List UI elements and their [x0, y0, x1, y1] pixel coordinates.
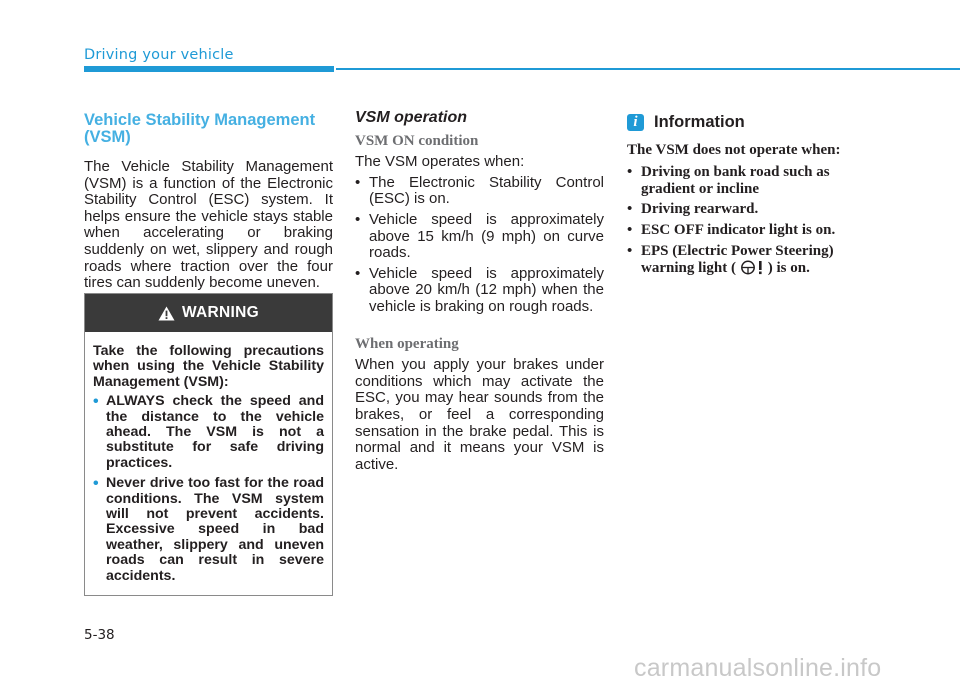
information-lead: The VSM does not operate when:	[627, 142, 841, 158]
vsm-title: Vehicle Stability Management (VSM)	[84, 111, 316, 146]
warning-body	[85, 332, 332, 584]
when-operating-heading: When operating	[355, 335, 459, 352]
warning-label: WARNING	[181, 304, 259, 321]
information-label: Information	[654, 113, 745, 132]
list-item: • Driving on bank road such as gradient or incline	[627, 163, 830, 197]
warning-item: • Never drive too fast for the road conditions. The VSM system will not prevent accidents. Excessive speed in bad weather, slippery and uneven roads can result in severe accidents.	[93, 475, 324, 584]
list-item: • Driving rearward.	[627, 201, 759, 218]
column-information	[627, 114, 887, 284]
list-item: • ESC OFF indicator light is on.	[627, 222, 836, 239]
warning-item: • ALWAYS check the speed and the distance to the vehicle ahead. The VSM is not a substitute for safe driving practices.	[93, 393, 324, 471]
list-item: • The Electronic Stability Control (ESC) is on.	[355, 173, 604, 208]
warning-header	[85, 294, 332, 332]
information-list	[627, 164, 887, 280]
on-condition-lead: The VSM operates when:	[355, 153, 525, 171]
bullet-dot-icon: •	[93, 393, 99, 411]
bullet-dot-icon: •	[93, 475, 99, 493]
list-item: • EPS (Electric Power Steering) warning light ( ) is on.	[627, 243, 887, 280]
vsm-operation-title: VSM operation	[355, 109, 468, 126]
on-condition-list	[355, 175, 604, 316]
list-item: • Vehicle speed is approximately above 20 km/h (12 mph) when the vehicle is braking on rough roads.	[355, 264, 604, 315]
information-icon: i	[627, 114, 644, 131]
header-rule-thick	[84, 66, 334, 72]
warning-triangle-icon	[158, 306, 175, 321]
information-header	[627, 114, 887, 131]
watermark: carmanualsonline.info	[634, 654, 882, 682]
when-operating-body: When you apply your brakes under conditions which may activate the ESC, you may hear sounds from the brakes, or feel a corresponding sensation in the brake pedal. This is normal and it means your VSM is active.	[355, 356, 604, 473]
warning-list	[93, 394, 324, 584]
warning-box	[84, 293, 333, 596]
header-rule-thin	[336, 68, 960, 70]
vsm-description: The Vehicle Stability Management (VSM) is a function of the Electronic Stability Control (ESC) system. It helps ensure the vehicle stays stable when accelerating or braking suddenly on wet, slippery and rough roads where traction over the four tires can suddenly become uneven.	[84, 158, 333, 292]
section-title: Driving your vehicle	[84, 47, 234, 63]
column-vsm-operation	[355, 110, 604, 473]
list-item: • Vehicle speed is approximately above 15 km/h (9 mph) on curve roads.	[355, 210, 604, 262]
on-condition-heading: VSM ON condition	[355, 132, 479, 149]
page-number: 5-38	[84, 627, 115, 643]
eps-warning-icon	[740, 260, 768, 280]
column-vsm-intro	[84, 112, 333, 292]
warning-intro: Take the following precautions when using the Vehicle Stability Management (VSM):	[93, 343, 324, 390]
